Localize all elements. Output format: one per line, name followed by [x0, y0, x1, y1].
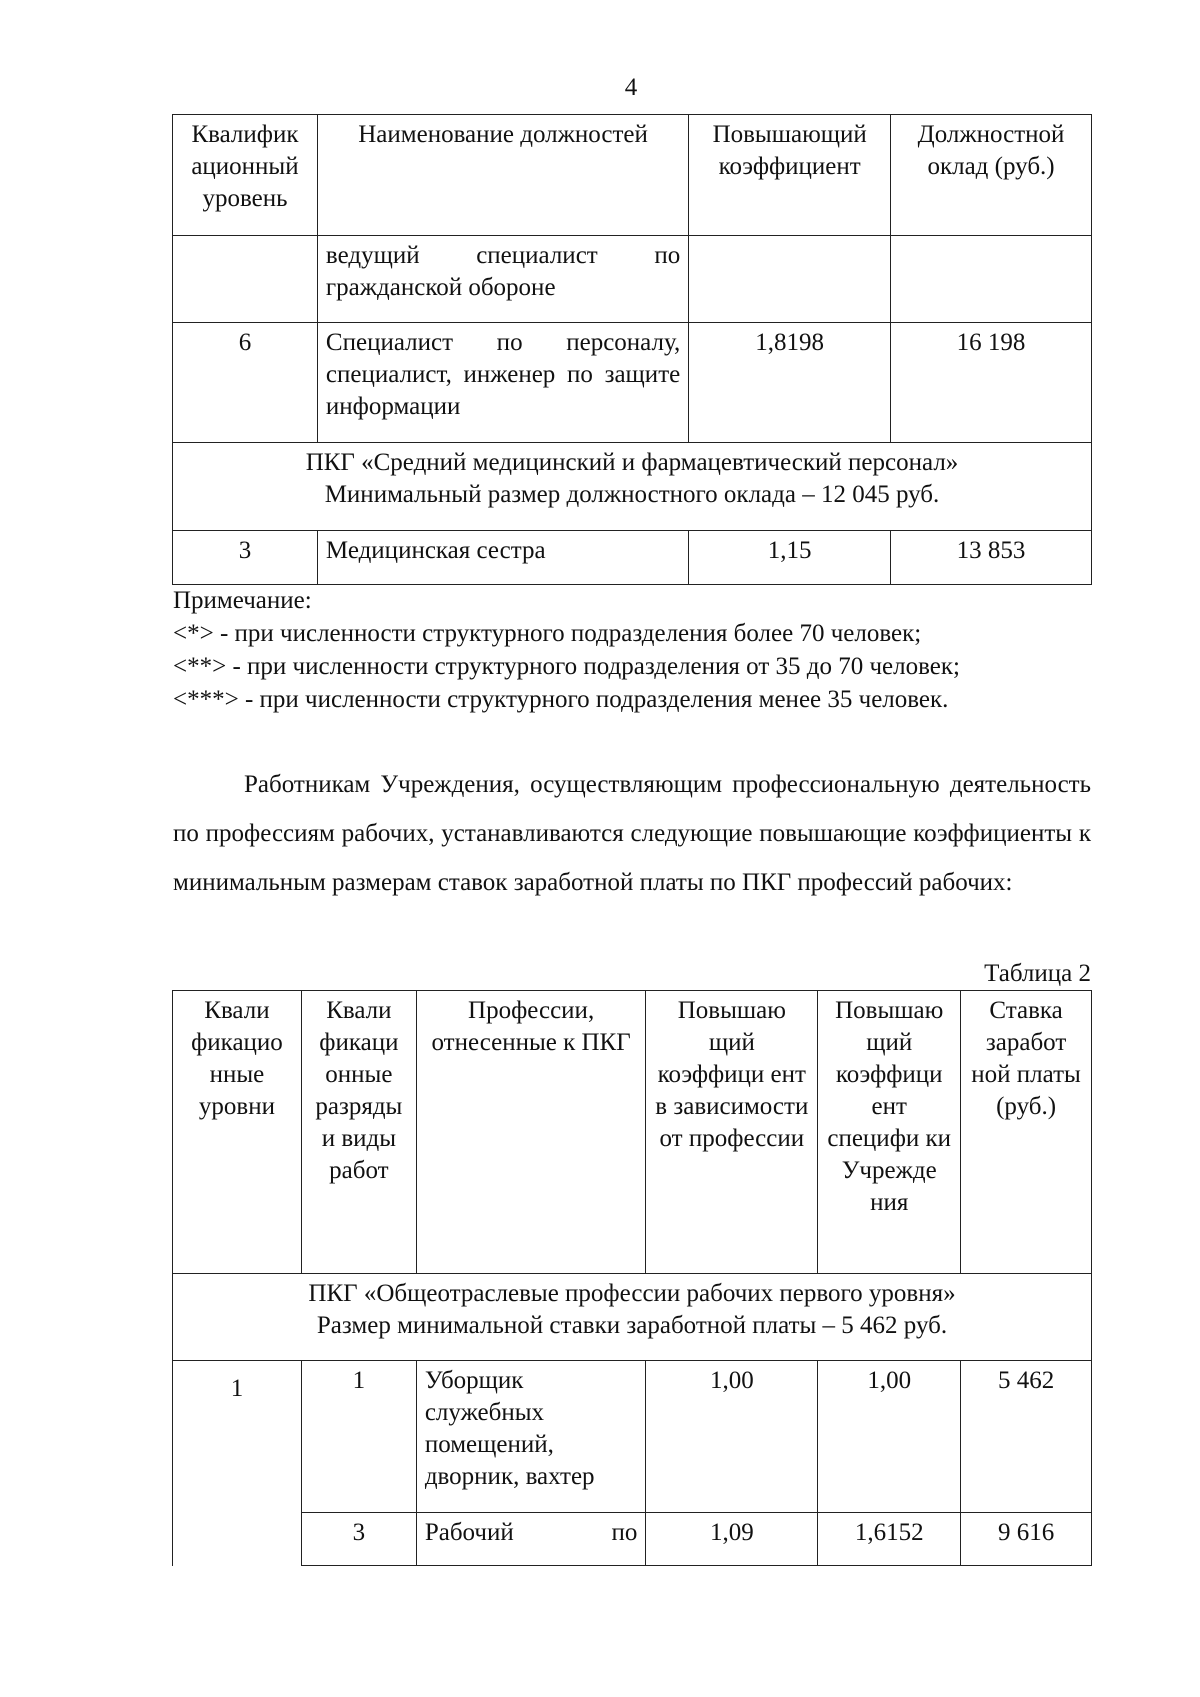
- table-row: [173, 323, 1092, 443]
- cell-profession: Уборщик служебных помещений, дворник, вахтер: [416, 1361, 646, 1513]
- cell-coefficient: [689, 236, 891, 323]
- cell-level: 6: [173, 323, 318, 443]
- positions-table: [172, 114, 1092, 585]
- note-line: <**> - при численности структурного подразделения от 35 до 70 человек;: [173, 653, 960, 680]
- note-title: Примечание:: [173, 587, 312, 614]
- table-row: [173, 1513, 1092, 1566]
- table-caption: Таблица 2: [984, 960, 1091, 987]
- cell-salary: [891, 236, 1092, 323]
- header-coef-institution: Повышаю щий коэффици ент специфи ки Учрежде ния: [818, 991, 961, 1274]
- header-level: Квалифик ационный уровень: [173, 115, 318, 236]
- group-title: ПКГ «Общеотраслевые профессии рабочих первого уровня»: [308, 1280, 956, 1307]
- group-header-row: [173, 1274, 1092, 1361]
- table-row: [173, 1361, 1092, 1513]
- note-line: <***> - при численности структурного подразделения менее 35 человек.: [173, 686, 949, 713]
- cell-grade: 3: [301, 1513, 416, 1566]
- cell-position-name: Медицинская сестра: [317, 531, 688, 585]
- header-position-name: Наименование должностей: [317, 115, 688, 236]
- cell-level: 1: [173, 1361, 302, 1566]
- header-coef-profession: Повышаю щий коэффици ент в зависимости от профессии: [646, 991, 818, 1274]
- cell-salary: 16 198: [891, 323, 1092, 443]
- header-grade: Квали фикаци онные разряды и виды работ: [301, 991, 416, 1274]
- header-coefficient: Повышающий коэффициент: [689, 115, 891, 236]
- table-header-row: [173, 115, 1092, 236]
- cell-coef-profession: 1,09: [646, 1513, 818, 1566]
- table-row: [173, 531, 1092, 585]
- cell-coefficient: 1,8198: [689, 323, 891, 443]
- group-header: [173, 1274, 1092, 1361]
- cell-rate: 9 616: [961, 1513, 1092, 1566]
- group-title: ПКГ «Средний медицинский и фармацевтический персонал»: [305, 449, 959, 476]
- body-paragraph: [173, 760, 1091, 907]
- cell-grade: 1: [301, 1361, 416, 1513]
- header-salary: Должностной оклад (руб.): [891, 115, 1092, 236]
- cell-coefficient: 1,15: [689, 531, 891, 585]
- group-header: [173, 443, 1092, 531]
- cell-position-name: Специалист по персоналу, специалист, инженер по защите информации: [317, 323, 688, 443]
- cell-profession: Рабочий по: [416, 1513, 646, 1566]
- header-profession: Профессии, отнесенные к ПКГ: [416, 991, 646, 1274]
- cell-coef-institution: 1,00: [818, 1361, 961, 1513]
- header-level: Квали фикацио нные уровни: [173, 991, 302, 1274]
- cell-position-name: ведущий специалист по гражданской обороне: [317, 236, 688, 323]
- paragraph-text: Работникам Учреждения, осуществляющим профессиональную деятельность по профессиям рабочих, устанавливаются следующие повышающие коэффициенты к минимальным размерам ставок заработной платы по ПКГ профессий рабочих:: [173, 771, 1091, 896]
- table-row: [173, 236, 1092, 323]
- cell-coef-profession: 1,00: [646, 1361, 818, 1513]
- header-rate: Ставка заработ ной платы (руб.): [961, 991, 1092, 1274]
- page-number: 4: [624, 74, 638, 101]
- cell-level: [173, 236, 318, 323]
- table-header-row: [173, 991, 1092, 1274]
- group-header-row: [173, 443, 1092, 531]
- cell-rate: 5 462: [961, 1361, 1092, 1513]
- note-line: <*> - при численности структурного подразделения более 70 человек;: [173, 620, 922, 647]
- cell-coef-institution: 1,6152: [818, 1513, 961, 1566]
- cell-salary: 13 853: [891, 531, 1092, 585]
- group-min-rate: Размер минимальной ставки заработной платы – 5 462 руб.: [316, 1312, 948, 1339]
- note-block: [173, 584, 960, 716]
- cell-level: 3: [173, 531, 318, 585]
- group-min-salary: Минимальный размер должностного оклада – 12 045 руб.: [324, 481, 940, 508]
- workers-table: [172, 990, 1092, 1566]
